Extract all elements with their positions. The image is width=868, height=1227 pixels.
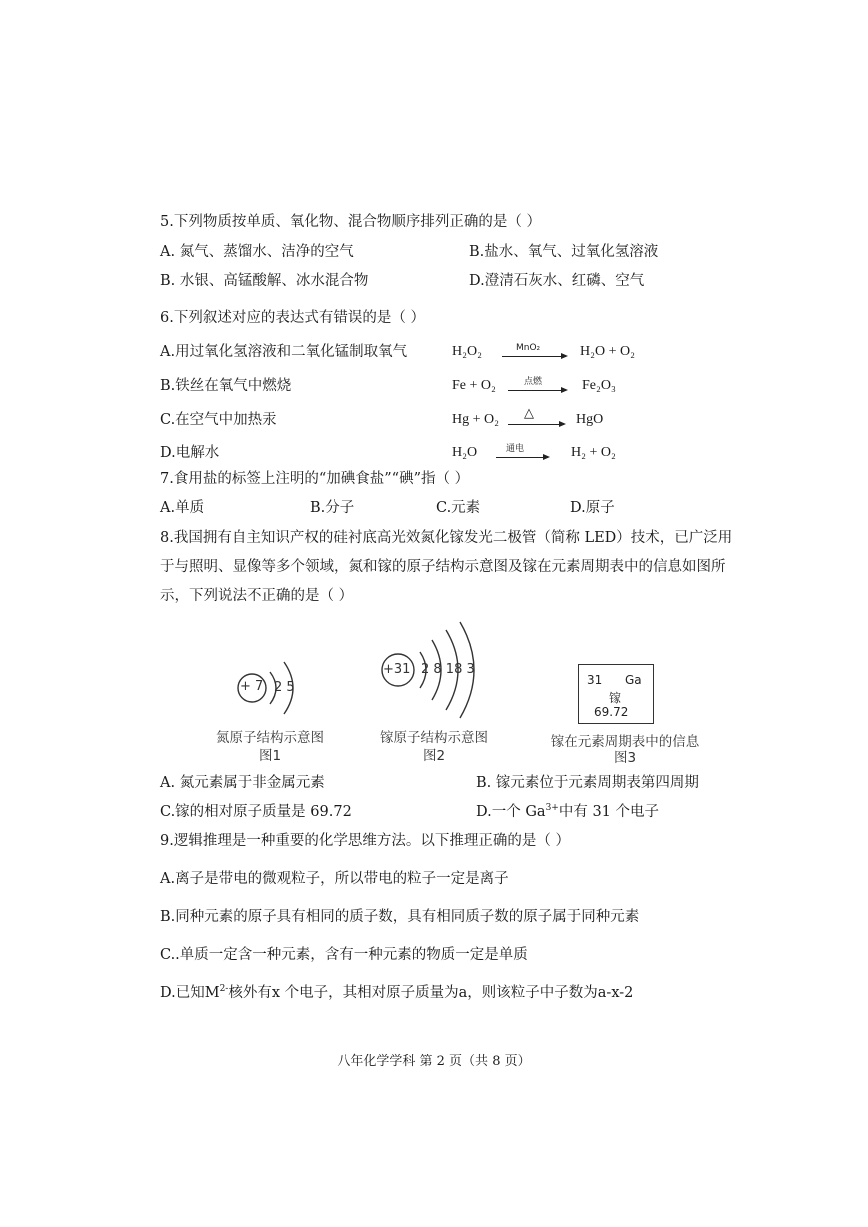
q7-option-d: D.原子 xyxy=(570,500,615,516)
q5-option-b: B.盐水、氧气、过氧化氢溶液 xyxy=(469,244,659,260)
q7-option-a: A.单质 xyxy=(160,500,205,516)
q9-option-d xyxy=(160,983,633,1003)
q8-stem-line2: 于与照明、显像等多个领域，氮和镓的原子结构示意图及镓在元素周期表中的信息如图所 xyxy=(160,559,726,575)
q5-option-a: A. 氮气、蒸馏水、洁净的空气 xyxy=(160,244,354,260)
gallium-nucleus-charge: +31 xyxy=(383,662,411,677)
q8-option-d-post: 中有 31 个电子 xyxy=(558,804,660,820)
q6-d-arrow xyxy=(496,457,548,458)
q5-option-d: D.澄清石灰水、红磷、空气 xyxy=(469,273,645,289)
q6-b-products: Fe₂O₃ xyxy=(582,378,616,393)
q8-stem-line1: 8.我国拥有自主知识产权的硅衬底高光效氮化镓发光二极管（简称 LED）技术，已广泛用 xyxy=(160,530,733,546)
q5-option-c: B. 水银、高锰酸解、冰水混合物 xyxy=(160,273,369,289)
fig1-label: 图1 xyxy=(258,748,282,764)
page-footer: 八年化学学科 第 2 页（共 8 页） xyxy=(337,1054,531,1069)
q9-option-d-charge: 2- xyxy=(219,984,229,995)
q6-stem: 6.下列叙述对应的表达式有错误的是（ ） xyxy=(160,310,425,326)
q7-stem: 7.食用盐的标签上注明的“加碘食盐”“碘”指（ ） xyxy=(160,471,470,487)
q6-c-reactants: Hg + O₂ xyxy=(452,412,499,427)
q7-option-c: C.元素 xyxy=(436,500,481,516)
q6-b-reactants: Fe + O₂ xyxy=(452,378,496,393)
nitrogen-nucleus-charge: + 7 xyxy=(240,679,264,694)
q9-option-b: B.同种元素的原子具有相同的质子数，具有相同质子数的原子属于同种元素 xyxy=(160,909,640,925)
fig1-caption: 氮原子结构示意图 xyxy=(216,730,324,746)
gallium-shell-electrons: 2 8 18 3 xyxy=(421,662,475,677)
fig3-caption: 镓在元素周期表中的信息 xyxy=(550,734,700,750)
q6-c-condition: △ xyxy=(524,406,534,421)
q9-option-d-post: 核外有x 个电子，其相对原子质量为a，则该粒子中子数为a-x-2 xyxy=(228,985,634,1001)
q9-stem: 9.逻辑推理是一种重要的化学思维方法。以下推理正确的是（ ） xyxy=(160,833,570,849)
q6-option-a-text: A.用过氧化氢溶液和二氧化锰制取氧气 xyxy=(160,344,408,360)
q8-option-c: C.镓的相对原子质量是 69.72 xyxy=(160,804,352,820)
ga-chinese-name: 镓 xyxy=(609,691,622,705)
q6-option-c-text: C.在空气中加热汞 xyxy=(160,412,277,428)
ga-atomic-number: 31 xyxy=(587,673,603,687)
q6-c-arrow xyxy=(508,424,564,425)
q6-option-b-text: B.铁丝在氧气中燃烧 xyxy=(160,378,292,394)
q9-option-a: A.离子是带电的微观粒子，所以带电的粒子一定是离子 xyxy=(160,871,509,887)
q6-d-reactants: H₂O xyxy=(452,445,478,460)
q6-a-reactants: H₂O₂ xyxy=(452,344,482,359)
q9-option-d-pre: D.已知M xyxy=(160,985,220,1001)
q6-option-d-text: D.电解水 xyxy=(160,445,220,461)
q9-option-c: C..单质一定含一种元素，含有一种元素的物质一定是单质 xyxy=(160,947,528,963)
q7-option-b: B.分子 xyxy=(310,500,355,516)
q8-option-d-charge: 3+ xyxy=(545,803,559,814)
fig2-caption: 镓原子结构示意图 xyxy=(380,730,488,746)
q6-d-products: H₂ + O₂ xyxy=(571,445,616,460)
fig2-label: 图2 xyxy=(422,748,446,764)
q6-a-arrow xyxy=(502,356,566,357)
fig3-label: 图3 xyxy=(613,750,637,766)
ga-symbol: Ga xyxy=(625,673,642,687)
q8-option-d xyxy=(476,802,659,822)
q8-option-b: B. 镓元素位于元素周期表第四周期 xyxy=(476,775,699,791)
q8-option-d-pre: D.一个 Ga xyxy=(476,804,546,820)
ga-atomic-mass: 69.72 xyxy=(594,705,629,719)
q6-d-condition: 通电 xyxy=(506,444,525,454)
q8-option-a: A. 氮元素属于非金属元素 xyxy=(160,775,325,791)
periodic-table-cell xyxy=(578,664,654,724)
q6-b-arrow xyxy=(508,390,566,391)
q6-a-products: H₂O + O₂ xyxy=(580,344,635,359)
q8-stem-line3: 示，下列说法不正确的是（ ） xyxy=(160,588,354,604)
q5-stem: 5.下列物质按单质、氧化物、混合物顺序排列正确的是（ ） xyxy=(160,214,541,230)
nitrogen-shell-electrons: 2 5 xyxy=(274,680,295,695)
q6-b-condition: 点燃 xyxy=(524,377,543,387)
q6-c-products: HgO xyxy=(576,412,604,427)
q6-a-condition: MnO₂ xyxy=(516,343,541,353)
